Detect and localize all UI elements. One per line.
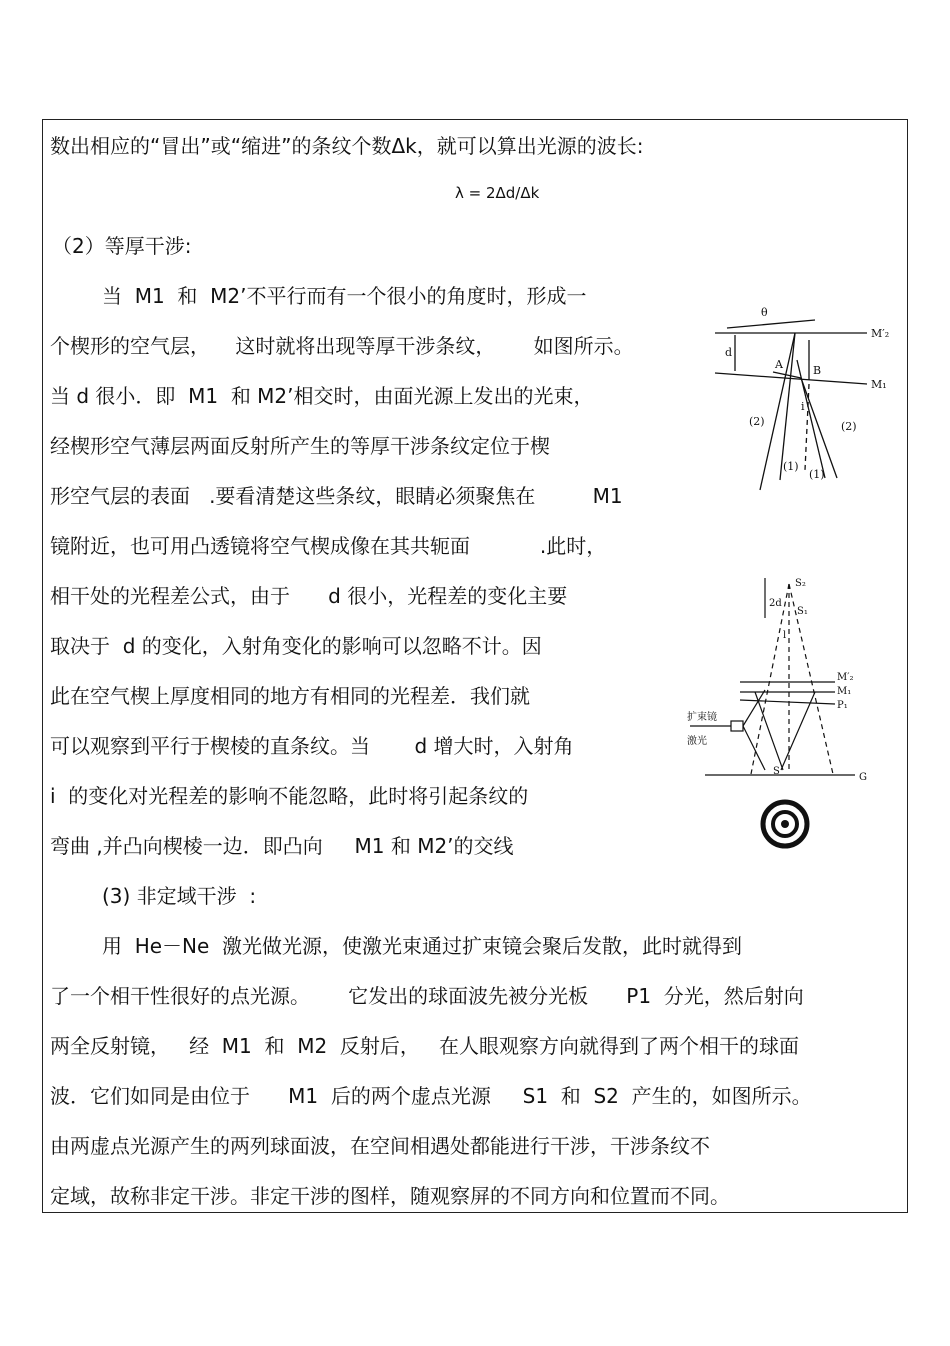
text-line-21: 定域，故称非定干涉。非定干涉的图样，随观察屏的不同方向和位置而不同。 [50, 1184, 730, 1208]
text-line-19: 波．它们如同是由位于 M1 后的两个虚点光源 S1 和 S2 产生的，如图所示。 [50, 1084, 812, 1108]
point-a-label: A [775, 358, 783, 371]
ray-1-right-label: (1) [809, 468, 825, 481]
ring-pattern [763, 802, 807, 846]
ray-2-left-label: (2) [749, 415, 765, 428]
ray-2-right [797, 360, 825, 478]
text-line-20: 由两虚点光源产生的两列球面波，在空间相遇处都能进行干涉，干涉条纹不 [50, 1134, 710, 1158]
p1-plate [740, 700, 835, 704]
wavelength-formula: λ = 2Δd/Δk [455, 184, 540, 202]
text-line-13: i 的变化对光程差的影响不能忽略，此时将引起条纹的 [50, 784, 529, 808]
s2-label: S₂ [795, 578, 806, 589]
beam-expander-box [731, 721, 743, 731]
text-line-10: 取决于 d 的变化，入射角变化的影响可以忽略不计。因 [50, 634, 542, 658]
virtual-ray-left [751, 584, 789, 774]
ray-1-left-label: (1) [783, 460, 799, 473]
text-line-8: 镜附近，也可用凸透镜将空气楔成像在其共轭面 .此时， [50, 534, 607, 558]
beam-expander-label: 扩束镜 [687, 712, 717, 723]
theta-label: θ [761, 306, 768, 319]
text-line-17: 了一个相干性很好的点光源。 它发出的球面波先被分光板 P1 分光，然后射向 [50, 984, 804, 1008]
p1-label: P₁ [837, 700, 848, 711]
text-line-3: 当 M1 和 M2’不平行而有一个很小的角度时，形成一 [102, 284, 587, 308]
m2-prime-label-2: M′₂ [837, 672, 854, 683]
section-heading-3: (3) 非定域干涉 : [102, 884, 257, 908]
text-line-18: 两全反射镜， 经 M1 和 M2 反射后， 在人眼观察方向就得到了两个相干的球面 [50, 1034, 799, 1058]
text-line-4: 个楔形的空气层， 这时就将出现等厚干涉条纹， 如图所示。 [50, 334, 634, 358]
text-line-5: 当 d 很小．即 M1 和 M2’相交时，由面光源上发出的光束， [50, 384, 594, 408]
m2-prime-label: M′₂ [871, 327, 890, 340]
expanded-beam-down [743, 726, 765, 770]
two-d-label: 2d [769, 598, 782, 609]
text-line-16: 用 He－Ne 激光做光源，使激光束通过扩束镜会聚后发散，此时就得到 [102, 934, 743, 958]
section-heading-2: （2）等厚干涉: [52, 234, 192, 258]
virtual-ray-right [789, 584, 833, 774]
non-localized-interference-figure [685, 570, 900, 850]
theta-angle-line [727, 320, 815, 328]
m1-label-2: M₁ [837, 686, 852, 697]
ray-2-right-label: (2) [841, 420, 857, 433]
angle-i-label: i [801, 400, 805, 413]
l-label: l [783, 630, 787, 641]
point-b-label: B [813, 364, 822, 377]
s1-label: S₁ [797, 606, 808, 617]
text-line-11: 此在空气楔上厚度相同的地方有相同的光程差．我们就 [50, 684, 530, 708]
s-label: S [773, 766, 780, 777]
ray-1-left [780, 333, 795, 480]
g-label: G [859, 772, 867, 783]
m1-label: M₁ [871, 378, 887, 391]
text-line-7: 形空气层的表面 .要看清楚这些条纹，眼睛必须聚焦在 M1 [50, 484, 623, 508]
ray-1-right [801, 378, 837, 478]
interference-ray-b [781, 692, 815, 770]
text-line-12: 可以观察到平行于楔棱的直条纹。当 d 增大时，入射角 [50, 734, 574, 758]
text-line-14: 弯曲 ,并凸向楔棱一边．即凸向 M1 和 M2’的交线 [50, 834, 514, 858]
text-line-9: 相干处的光程差公式，由于 d 很小，光程差的变化主要 [50, 584, 568, 608]
text-line-6: 经楔形空气薄层两面反射所产生的等厚干涉条纹定位于楔 [50, 434, 550, 458]
laser-label: 激光 [687, 736, 707, 747]
d-label: d [725, 346, 733, 359]
text-line-1: 数出相应的“冒出”或“缩进”的条纹个数Δk，就可以算出光源的波长: [50, 134, 644, 158]
wedge-interference-figure [705, 300, 905, 500]
